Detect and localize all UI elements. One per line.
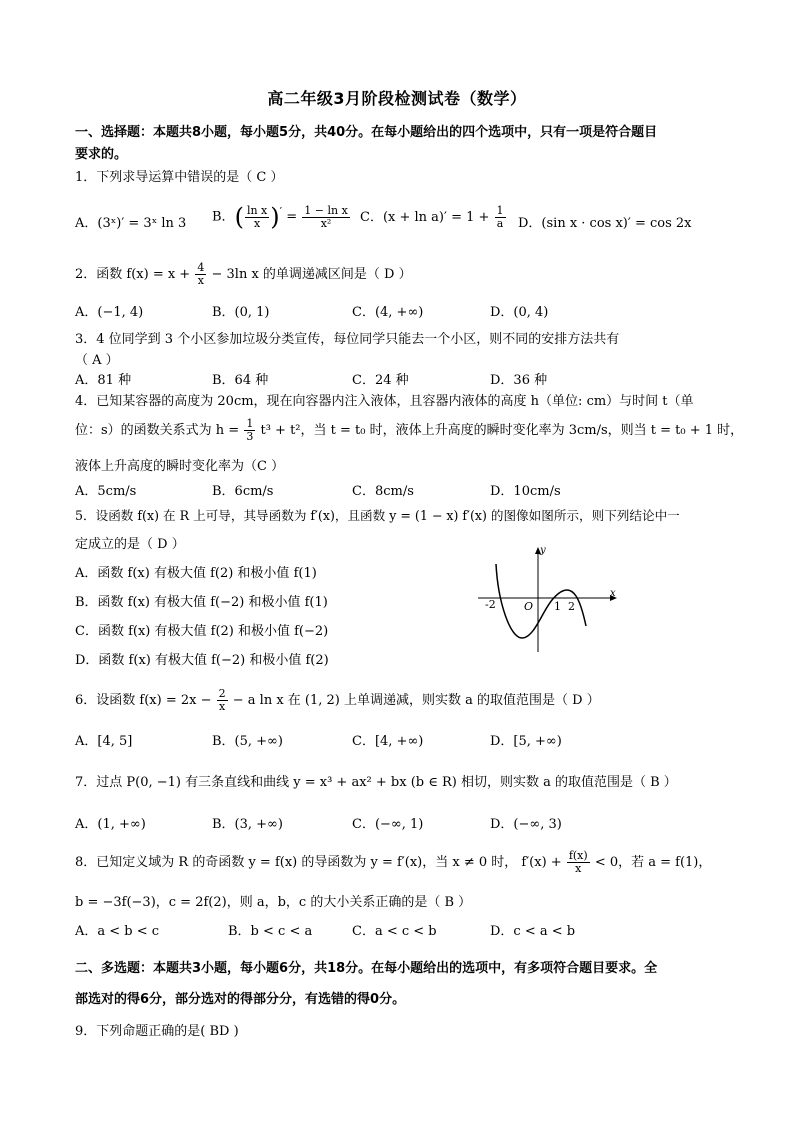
q5-function-graph: [470, 542, 620, 660]
q6-option-c: C．[4, +∞): [352, 734, 424, 749]
section1-heading-line1: 一、选择题：本题共8小题，每小题5分，共40分。在每小题给出的四个选项中，只有一项是符合题目: [75, 125, 658, 140]
q3-line2: （ A ）: [75, 353, 119, 368]
q2-stem: [75, 262, 412, 287]
q3-option-b: B．64 种: [212, 373, 269, 388]
q1-stem: 1．下列求导运算中错误的是（ C ）: [75, 170, 284, 185]
q4-option-a: A．5cm/s: [75, 484, 137, 499]
page-title: 高二年级3月阶段检测试卷（数学）: [267, 89, 527, 108]
q1-c-num: 1: [496, 204, 504, 217]
q1-b-num: ln x: [246, 203, 268, 217]
q1-option-c: [360, 205, 507, 230]
q2-option-a: A．(−1, 4): [75, 305, 144, 320]
q3-option-d: D．36 种: [490, 373, 548, 388]
q4-option-b: B．6cm/s: [212, 484, 274, 499]
q2-stem-pre: 2．函数 f(x) = x +: [75, 267, 191, 282]
q1-b-rhs-den: x²: [320, 216, 332, 230]
q7-stem: 7．过点 P(0, −1) 有三条直线和曲线 y = x³ + ax² + bx (b ∈ R) 相切，则实数 a 的取值范围是（ B ）: [75, 775, 677, 790]
q1-option-a: A．(3ˣ)′ = 3ˣ ln 3: [75, 216, 187, 231]
q8-line1-pre: 8．已知定义域为 R 的奇函数 y = f(x) 的导函数为 y = f′(x)，当 x ≠ 0 时， f′(x) +: [75, 855, 562, 870]
q2-option-b: B．(0, 1): [212, 305, 270, 320]
origin-label: O: [524, 600, 534, 613]
q1-option-b: B．( $\frac{\text{ln x}}{x}$ )′ = $\frac{\text{1 − ln x}}{\text{x²}}$: [212, 203, 348, 231]
q6-option-a: A．[4, 5]: [75, 734, 133, 749]
q5-line2: 定成立的是（ D ）: [75, 537, 185, 552]
section1-heading-line2: 要求的。: [75, 147, 128, 162]
q1-c-den: a: [496, 217, 504, 230]
q4-line2-post: t³ + t²，当 t = t₀ 时，液体上升高度的瞬时变化率为 3cm/s，则当 t = t₀ + 1 时，: [260, 423, 744, 438]
tick-neg2-label: -2: [485, 598, 496, 611]
q2-option-d: D．(0, 4): [490, 305, 549, 320]
q4-option-d: D．10cm/s: [490, 484, 561, 499]
q8-option-d: D．c < a < b: [490, 924, 576, 939]
q7-option-d: D．(−∞, 3): [490, 817, 562, 832]
q1-b-prefix: B．: [212, 209, 235, 225]
q9-stem: 9．下列命题正确的是( BD ): [75, 1024, 239, 1039]
q8-line2: b = −3f(−3)，c = 2f(2)，则 a，b，c 的大小关系正确的是（ B ）: [75, 895, 472, 910]
q5-line1: 5．设函数 f(x) 在 R 上可导，其导函数为 f′(x)，且函数 y = (1 − x) f′(x) 的图像如图所示，则下列结论中一: [75, 508, 680, 523]
q4-num: 1: [246, 417, 254, 430]
q6-den: x: [219, 700, 226, 713]
q3-option-a: A．81 种: [75, 373, 132, 388]
q8-line1: [75, 850, 711, 875]
q6-stem: [75, 688, 600, 713]
q8-line1-post: < 0，若 a = f(1)，: [594, 855, 712, 870]
q5-option-b: B．函数 f(x) 有极大值 f(−2) 和极小值 f(1): [75, 595, 328, 610]
q8-option-c: C．a < c < b: [352, 924, 437, 939]
tick-2-label: 2: [568, 600, 575, 613]
section2-heading-line2: 部选对的得6分，部分选对的得部分分，有选错的得0分。: [75, 992, 406, 1007]
q5-option-c: C．函数 f(x) 有极大值 f(2) 和极小值 f(−2): [75, 624, 329, 639]
q7-option-c: C．(−∞, 1): [352, 817, 424, 832]
q4-line3: 液体上升高度的瞬时变化率为（C ）: [75, 459, 285, 474]
q6-option-b: B．(5, +∞): [212, 734, 283, 749]
q2-stem-post: − 3ln x 的单调递减区间是（ D ）: [211, 267, 412, 282]
q3-option-c: C．24 种: [352, 373, 409, 388]
q1-c-body: (x + ln a)′ = 1 +: [382, 210, 490, 225]
q1-b-eq: =: [286, 209, 298, 225]
section2-heading-line1: 二、多选题：本题共3小题，每小题6分，共18分。在每小题给出的选项中，有多项符合题目要求。全: [75, 961, 658, 976]
y-axis-label: y: [540, 545, 546, 556]
q8-option-b: B．b < c < a: [228, 924, 313, 939]
q8-option-a: A．a < b < c: [75, 924, 160, 939]
q5-option-a: A．函数 f(x) 有极大值 f(2) 和极小值 f(1): [75, 566, 317, 581]
tick-1-label: 1: [554, 600, 561, 613]
q6-num: 2: [218, 687, 226, 700]
q4-line2: [75, 418, 743, 443]
q1-option-d: D．(sin x · cos x)′ = cos 2x: [518, 216, 692, 231]
q6-option-d: D．[5, +∞): [490, 734, 562, 749]
q1-b-den: x: [253, 216, 261, 230]
q4-option-c: C．8cm/s: [352, 484, 414, 499]
q2-den: x: [197, 274, 204, 287]
q4-line1: 4．已知某容器的高度为 20cm，现在向容器内注入液体，且容器内液体的高度 h（单位: cm）与时间 t（单: [75, 394, 694, 409]
q4-den: 3: [246, 430, 254, 443]
q4-line2-pre: 位：s）的函数关系式为 h =: [75, 423, 240, 438]
q7-option-a: A．(1, +∞): [75, 817, 146, 832]
q7-option-b: B．(3, +∞): [212, 817, 283, 832]
x-axis-label: x: [610, 588, 616, 599]
q1-c-prefix: C．: [360, 210, 383, 225]
q8-num: f(x): [568, 849, 588, 862]
q1-b-rhs-num: 1 − ln x: [304, 203, 348, 217]
q8-den: x: [575, 862, 582, 875]
q6-stem-pre: 6．设函数 f(x) = 2x −: [75, 693, 212, 708]
q2-option-c: C．(4, +∞): [352, 305, 424, 320]
q5-option-d: D．函数 f(x) 有极大值 f(−2) 和极小值 f(2): [75, 653, 329, 668]
q6-stem-post: − a ln x 在 (1, 2) 上单调递减，则实数 a 的取值范围是（ D ）: [232, 693, 600, 708]
q2-num: 4: [197, 261, 205, 274]
q3-line1: 3．4 位同学到 3 个小区参加垃圾分类宣传，每位同学只能去一个小区，则不同的安排方法共有: [75, 332, 620, 347]
